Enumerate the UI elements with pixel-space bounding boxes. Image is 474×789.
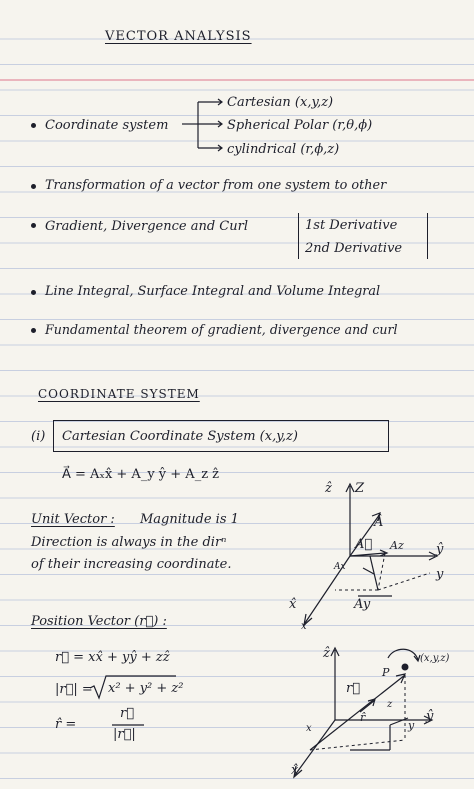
diagram1-y-hat: ŷ — [436, 542, 444, 557]
diagram1-z-hat: ẑ — [325, 481, 332, 496]
branch-cartesian: Cartesian (x,y,z) — [227, 95, 334, 110]
diagram1-ay: Ay — [354, 597, 371, 612]
vector-equation: A⃗ = Aₓx̂ + A_y ŷ + A_z ẑ — [62, 467, 220, 482]
cartesian-axes-diagram — [300, 478, 450, 648]
diagram2-point: (x,y,z) — [420, 653, 450, 664]
diagram2-y: y — [408, 719, 415, 732]
bullet-coordinate — [31, 123, 36, 128]
branch-spherical: Spherical Polar (r,θ,ϕ) — [227, 118, 373, 133]
transformation-text: Transformation of a vector from one system to other — [45, 178, 387, 193]
unit-vector-desc-2: Direction is always in the dirⁿ — [31, 535, 227, 550]
diagram2-r-hat: r̂ — [360, 711, 366, 724]
second-derivative-text: 2nd Derivative — [305, 241, 403, 256]
gradient-text: Gradient, Divergence and Curl — [45, 219, 248, 234]
diagram1-x: x — [301, 621, 307, 632]
diagram1-ax: Ax — [334, 562, 346, 572]
bullet-transformation — [31, 184, 36, 189]
diagram2-x-hat: x̂ — [291, 763, 299, 778]
cartesian-box-text: Cartesian Coordinate System (x,y,z) — [62, 429, 298, 444]
position-eq1: r⃗ = xx̂ + yŷ + zẑ — [55, 650, 170, 665]
diagram2-x: x — [306, 723, 312, 734]
item-number: (i) — [31, 429, 46, 444]
section-heading: COORDINATE SYSTEM — [38, 387, 200, 401]
bullet-fundamental — [31, 328, 36, 333]
page-title: VECTOR ANALYSIS — [105, 29, 252, 44]
position-vector-label: Position Vector (r⃗) : — [31, 614, 167, 629]
diagram1-z: Z — [355, 481, 365, 496]
position-eq3-lhs: r̂ = — [55, 717, 77, 732]
unit-vector-label: Unit Vector : — [31, 512, 115, 527]
margin-line — [0, 79, 474, 81]
diagram2-p: P — [382, 666, 390, 679]
integrals-text: Line Integral, Surface Integral and Volume Integral — [45, 284, 381, 299]
unit-vector-desc-3: of their increasing coordinate. — [31, 557, 232, 572]
position-eq3-num: r⃗ — [120, 706, 135, 721]
position-eq2-lhs: |r⃗| = — [55, 682, 93, 697]
diagram1-az: Az — [390, 539, 404, 552]
diagram2-r: r⃗ — [346, 681, 361, 696]
unit-vector-desc-1: Magnitude is 1 — [140, 512, 239, 527]
position-eq3-den: |r⃗| — [113, 727, 136, 742]
diagram1-x-hat: x̂ — [289, 597, 297, 612]
bullet-gradient — [31, 223, 36, 228]
diagram2-y-hat: ŷ — [426, 709, 434, 724]
bullet-integrals — [31, 290, 36, 295]
fundamental-text: Fundamental theorem of gradient, divergence and curl — [45, 322, 398, 337]
branch-cylindrical: cylindrical (r,ϕ,z) — [227, 142, 340, 157]
diagram2-z-hat: ẑ — [323, 646, 330, 661]
diagram1-a: A⃗ — [355, 537, 373, 552]
first-derivative-text: 1st Derivative — [305, 218, 398, 233]
position-eq2-rhs: x² + y² + z² — [108, 681, 184, 696]
diagram2-z: z — [387, 699, 393, 710]
coordinate-label: Coordinate system — [45, 118, 169, 133]
diagram1-a-hat: Â — [374, 515, 384, 530]
diagram1-y: y — [436, 567, 444, 582]
